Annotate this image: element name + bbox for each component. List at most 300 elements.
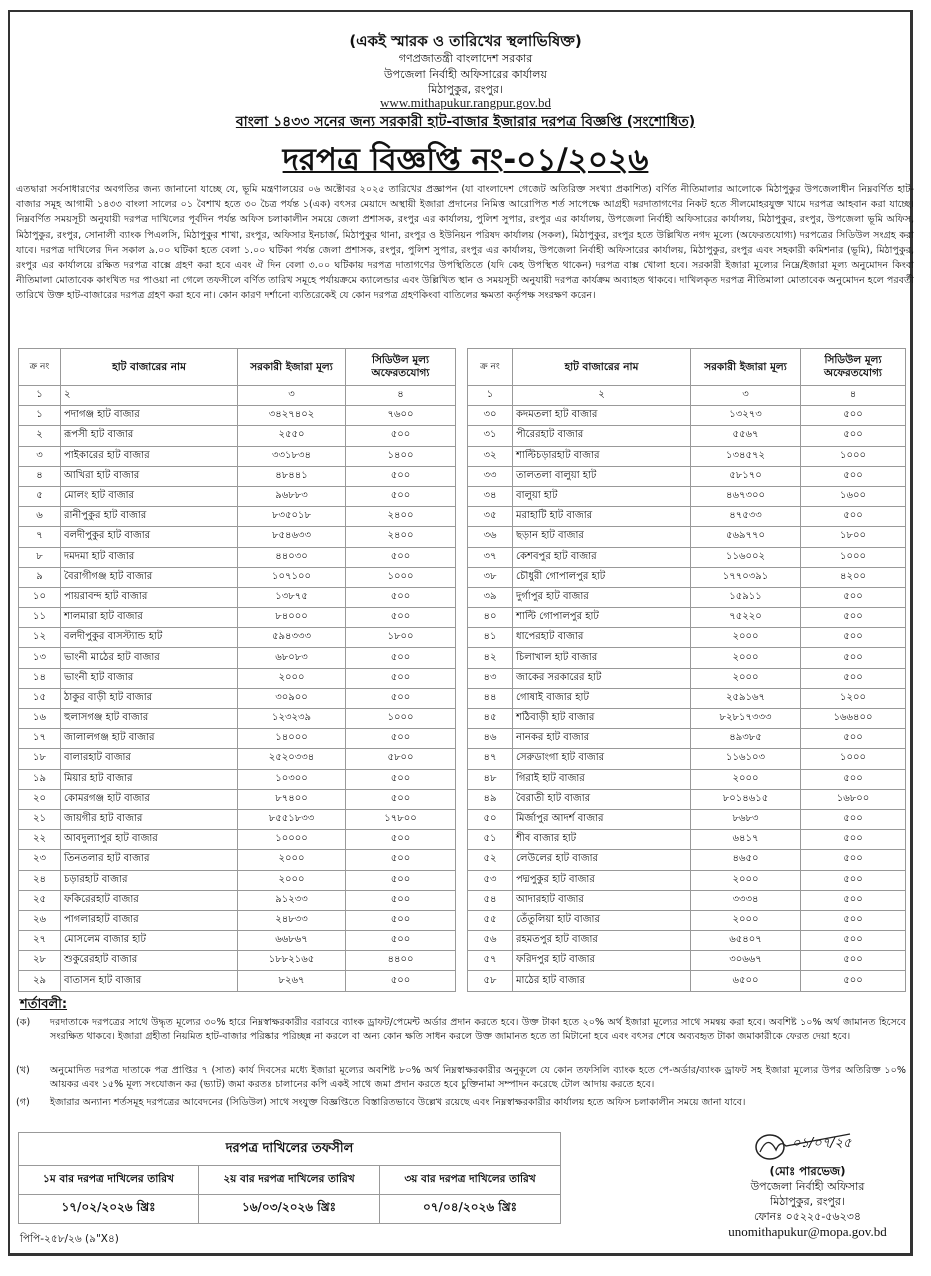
schedule-price-cell: ১২০০ bbox=[801, 688, 906, 708]
lease-value-cell: ৬৫০০ bbox=[691, 971, 801, 991]
serial-cell: ৩৮ bbox=[468, 567, 513, 587]
table-row bbox=[468, 850, 906, 870]
serial-cell: ৯ bbox=[19, 567, 61, 587]
schedule-price-cell: ৫০০ bbox=[346, 890, 456, 910]
term-item bbox=[16, 1096, 906, 1110]
schedule-price-cell: ২৪০০ bbox=[346, 507, 456, 527]
signatory-email[interactable]: unomithapukur@mopa.gov.bd bbox=[728, 1224, 887, 1239]
serial-cell: ২৬ bbox=[19, 910, 61, 930]
term-text: দরদাতাকে দরপত্রের সাথে উদ্ধৃত মূল্যের ৩০% হারে নিম্নস্বাক্ষরকারীর বরাবরে ব্যাংক ড্রাফট/পেমেন্ট অর্ডার প্রদান করতে হবে। উক্ত টাকা হতে ২০% অর্থ ইজারা মূল্যের সাথে সমন্বয় করা হবে। অবশিষ্ট ১০% অর্থ জামানত হিসেবে সংরক্ষিত থাকবে। ইজারা গ্রহীতা নিয়মিত হাট-বাজার পরিষ্কার পরিচ্ছন্ন না করলে বা অন্য কোন ক্ষতি সাধন করলে উক্ত জামানত হতে তা মিটানো হবে এবং বৎসর শেষে অব্যবহৃত টাকা জমাকারীকে ফেরত দেয়া হবে। bbox=[50, 1017, 906, 1042]
serial-cell: ৪৭ bbox=[468, 749, 513, 769]
market-name-cell: বলদীপুকুর বাসস্ট্যান্ড হাট bbox=[61, 628, 238, 648]
market-name-cell: মিয়ার হাট বাজার bbox=[61, 769, 238, 789]
market-name-cell: পায়রাবন্দ হাট বাজার bbox=[61, 587, 238, 607]
market-name-cell: কদমতলা হাট বাজার bbox=[513, 406, 691, 426]
table-row bbox=[19, 547, 456, 567]
table-row bbox=[468, 769, 906, 789]
signature bbox=[700, 1130, 915, 1164]
schedule-price-cell: ৫০০ bbox=[801, 769, 906, 789]
market-name-cell: রহমতপুর হাট বাজার bbox=[513, 931, 691, 951]
table-row bbox=[468, 729, 906, 749]
schedule-price-cell: ৫৮০০ bbox=[346, 749, 456, 769]
serial-cell: ৩৩ bbox=[468, 466, 513, 486]
table-row bbox=[468, 406, 906, 426]
table-row bbox=[468, 688, 906, 708]
lease-value-cell: ৮২৮১৭৩৩৩ bbox=[691, 709, 801, 729]
serial-cell: ৪৫ bbox=[468, 709, 513, 729]
lease-value-cell: ৩০৯০০ bbox=[238, 688, 346, 708]
lease-value-cell: ২০০০ bbox=[691, 648, 801, 668]
term-item bbox=[16, 1016, 906, 1044]
serial-cell: ১৭ bbox=[19, 729, 61, 749]
schedule-price-cell: ১৬৮০০ bbox=[801, 789, 906, 809]
market-name-cell: লেউলের হাট বাজার bbox=[513, 850, 691, 870]
column-header: সরকারী ইজারা মূল্য bbox=[238, 349, 346, 386]
table-row bbox=[468, 830, 906, 850]
table-row bbox=[468, 789, 906, 809]
serial-cell: ১৯ bbox=[19, 769, 61, 789]
column-header: সরকারী ইজারা মূল্য bbox=[691, 349, 801, 386]
market-name-cell: আখিরা হাট বাজার bbox=[61, 466, 238, 486]
market-name-cell: নানকর হাট বাজার bbox=[513, 729, 691, 749]
schedule-price-cell: ৪২০০ bbox=[801, 567, 906, 587]
market-name-cell: জাকের সরকারের হাট bbox=[513, 668, 691, 688]
serial-cell: ৪৪ bbox=[468, 688, 513, 708]
lease-value-cell: ২০০০ bbox=[238, 850, 346, 870]
lease-value-cell: ৪৭৫৩৩ bbox=[691, 507, 801, 527]
table-row bbox=[19, 567, 456, 587]
website-link[interactable]: www.mithapukur.rangpur.gov.bd bbox=[380, 95, 551, 110]
lease-value-cell: ৫৮১৭০ bbox=[691, 466, 801, 486]
table-row bbox=[19, 688, 456, 708]
table-row bbox=[19, 789, 456, 809]
table-row bbox=[19, 890, 456, 910]
market-name-cell: ভাংনী মাঠের হাট বাজার bbox=[61, 648, 238, 668]
serial-cell: ৫০ bbox=[468, 809, 513, 829]
lease-value-cell: ২৫৯১৬৭ bbox=[691, 688, 801, 708]
schedule-price-cell: ৫০০ bbox=[346, 608, 456, 628]
office-location: মিঠাপুকুর, রংপুর। bbox=[428, 83, 503, 96]
lease-value-cell: ৮৪০০০ bbox=[238, 608, 346, 628]
schedule-price-cell: ৫০০ bbox=[346, 729, 456, 749]
serial-cell: ১৪ bbox=[19, 668, 61, 688]
schedule-date: ১৬/০৩/২০২৬ খ্রিঃ bbox=[199, 1195, 380, 1224]
market-name-cell: শীব বাজার হাট bbox=[513, 830, 691, 850]
market-name-cell: ভাংনী হাট বাজার bbox=[61, 668, 238, 688]
schedule-price-cell: ৫০০ bbox=[801, 870, 906, 890]
schedule-header: ১ম বার দরপত্র দাখিলের তারিখ bbox=[19, 1166, 199, 1195]
terms-heading: শর্তাবলী: bbox=[20, 997, 68, 1012]
lease-value-cell: ১৭৭০৩৯১ bbox=[691, 567, 801, 587]
serial-cell: ৫৩ bbox=[468, 870, 513, 890]
market-name-cell: বালুয়া হাট bbox=[513, 486, 691, 506]
serial-cell: ৫২ bbox=[468, 850, 513, 870]
schedule-price-cell: ৫০০ bbox=[801, 507, 906, 527]
serial-cell: ১৬ bbox=[19, 709, 61, 729]
schedule-price-cell: ৫০০ bbox=[801, 466, 906, 486]
serial-cell: ৩৯ bbox=[468, 587, 513, 607]
serial-cell: ২ bbox=[19, 426, 61, 446]
market-name-cell: বাতাসন হাট বাজার bbox=[61, 971, 238, 991]
lease-value-cell: ৫৫৬৭ bbox=[691, 426, 801, 446]
schedule-price-cell: ৫০০ bbox=[346, 830, 456, 850]
schedule-date: ০৭/০৪/২০২৬ খ্রিঃ bbox=[380, 1195, 561, 1224]
lease-value-cell: ১২৩২৩৯ bbox=[238, 709, 346, 729]
table-row bbox=[468, 507, 906, 527]
lease-value-cell: ৭৫২২০ bbox=[691, 608, 801, 628]
lease-value-cell: ২০০০ bbox=[691, 910, 801, 930]
table-row bbox=[19, 769, 456, 789]
print-code: পিপি-২৫৮/২৬ (৯"X৪) bbox=[20, 1233, 119, 1245]
table-row bbox=[468, 951, 906, 971]
schedule-price-cell: ৫০০ bbox=[801, 426, 906, 446]
schedule-price-cell: ৫০০ bbox=[801, 951, 906, 971]
lease-value-cell: ২০০০ bbox=[691, 628, 801, 648]
market-name-cell: দুর্গাপুর হাট বাজার bbox=[513, 587, 691, 607]
schedule-price-cell: ৫০০ bbox=[346, 466, 456, 486]
lease-value-cell: ৮২৬৭ bbox=[238, 971, 346, 991]
table-row bbox=[19, 466, 456, 486]
schedule-price-cell: ৫০০ bbox=[346, 587, 456, 607]
serial-cell: ৪২ bbox=[468, 648, 513, 668]
market-name-cell: তালতলা বালুয়া হাট bbox=[513, 466, 691, 486]
government-name: গণপ্রজাতন্ত্রী বাংলাদেশ সরকার bbox=[398, 52, 533, 65]
serial-cell: ৫১ bbox=[468, 830, 513, 850]
table-row bbox=[468, 870, 906, 890]
term-text: ইজারার অন্যান্য শর্তসমূহ দরপত্রের আবেদনের (সিডিউল) সাথে সংযুক্ত বিজ্ঞপ্তিতে বিস্তারিতভাবে উল্লেখ রয়েছে এবং নিম্নস্বাক্ষরকারীর কার্যালয় হতে অফিস চলাকালীন সময়ে জানা যাবে। bbox=[50, 1097, 746, 1108]
serial-cell: ৩৪ bbox=[468, 486, 513, 506]
table-row bbox=[468, 567, 906, 587]
lease-value-cell: ৩৪২৭৪০২ bbox=[238, 406, 346, 426]
table-row bbox=[468, 971, 906, 991]
serial-cell: ৭ bbox=[19, 527, 61, 547]
lease-value-cell: ৪৮৪৪১ bbox=[238, 466, 346, 486]
market-name-cell: মাঠের হাট বাজার bbox=[513, 971, 691, 991]
schedule-price-cell: ৫০০ bbox=[346, 870, 456, 890]
serial-cell: ২৯ bbox=[19, 971, 61, 991]
table-row bbox=[19, 608, 456, 628]
schedule-price-cell: ১৭৮০০ bbox=[346, 809, 456, 829]
lease-value-cell: ১১৬১০৩ bbox=[691, 749, 801, 769]
serial-cell: ৫৮ bbox=[468, 971, 513, 991]
table-row bbox=[19, 809, 456, 829]
market-name-cell: পাগলারহাট বাজার bbox=[61, 910, 238, 930]
column-index: ১ bbox=[19, 386, 61, 406]
schedule-price-cell: ৫০০ bbox=[801, 910, 906, 930]
schedule-price-cell: ১০০০ bbox=[801, 547, 906, 567]
market-name-cell: বৈরাগীগঞ্জ হাট বাজার bbox=[61, 567, 238, 587]
serial-cell: ২৮ bbox=[19, 951, 61, 971]
market-name-cell: ফকিরেরহাট বাজার bbox=[61, 890, 238, 910]
schedule-price-cell: ১০০০ bbox=[346, 709, 456, 729]
term-key: (ক) bbox=[16, 1017, 31, 1028]
market-name-cell: আদারহাট বাজার bbox=[513, 890, 691, 910]
serial-cell: ২০ bbox=[19, 789, 61, 809]
term-text: অনুমোদিত দরপত্র দাতাকে পত্র প্রাপ্তির ৭ (সাত) কার্য দিবসের মধ্যে ইজারা মূল্যের অবশিষ্ট ৮০% অর্থ নিম্নস্বাক্ষরকারীর অনুকূলে যে কোন তফসিলি ব্যাংক হতে পে-অর্ডার/ব্যাংক ড্রাফট সহ ইজারা মূল্যের উপর অতিরিক্ত ১০% আয়কর এবং ১৫% মূল্য সংযোজন কর (ভ্যাট) জমা করতঃ চালানের কপি একই সাথে জমা প্রদান করতে হবে চুক্তিনামা সম্পাদন করেছে টোল আদায় করতে হবে। bbox=[50, 1065, 907, 1090]
lease-value-cell: ৬৬৮৬৭ bbox=[238, 931, 346, 951]
table-row bbox=[19, 426, 456, 446]
column-index: ৩ bbox=[691, 386, 801, 406]
serial-cell: ৩২ bbox=[468, 446, 513, 466]
serial-cell: ৫৭ bbox=[468, 951, 513, 971]
column-index-row bbox=[468, 386, 906, 406]
schedule-price-cell: ৫০০ bbox=[346, 931, 456, 951]
market-name-cell: ধাপেরহাট বাজার bbox=[513, 628, 691, 648]
market-name-cell: বৈরাতী হাট বাজার bbox=[513, 789, 691, 809]
lease-value-cell: ৬৪১৭ bbox=[691, 830, 801, 850]
lease-value-cell: ২০০০ bbox=[238, 870, 346, 890]
schedule-price-cell: ৫০০ bbox=[801, 890, 906, 910]
table-row bbox=[19, 709, 456, 729]
column-header: ক্র নং bbox=[468, 349, 513, 386]
table-row bbox=[468, 628, 906, 648]
notice-title: দরপত্র বিজ্ঞপ্তি নং-০১/২০২৬ bbox=[282, 142, 649, 178]
lease-value-cell: ১০০০০ bbox=[238, 830, 346, 850]
lease-value-cell: ৮৫৪৬৩৩ bbox=[238, 527, 346, 547]
schedule-price-cell: ৫০০ bbox=[346, 426, 456, 446]
table-header-row bbox=[19, 349, 456, 386]
table-row bbox=[19, 850, 456, 870]
lease-value-cell: ১১৬০০২ bbox=[691, 547, 801, 567]
serial-cell: ৪৩ bbox=[468, 668, 513, 688]
term-item bbox=[16, 1064, 906, 1092]
schedule-price-cell: ৫০০ bbox=[346, 910, 456, 930]
market-name-cell: ঠাকুর বাড়ী হাট বাজার bbox=[61, 688, 238, 708]
market-name-cell: জালালগঞ্জ হাট বাজার bbox=[61, 729, 238, 749]
term-key: (খ) bbox=[16, 1065, 30, 1076]
memo-line: (একই স্মারক ও তারিখের স্থলাভিষিক্ত) bbox=[349, 32, 582, 50]
schedule-price-cell: ৫০০ bbox=[346, 850, 456, 870]
serial-cell: ১৮ bbox=[19, 749, 61, 769]
lease-value-cell: ২৫৫০ bbox=[238, 426, 346, 446]
schedule-price-cell: ৫০০ bbox=[346, 769, 456, 789]
market-name-cell: তিনতলার হাট বাজার bbox=[61, 850, 238, 870]
lease-value-cell: ৪৯৩৮৫ bbox=[691, 729, 801, 749]
table-row bbox=[19, 870, 456, 890]
table-row bbox=[19, 648, 456, 668]
table-row bbox=[468, 709, 906, 729]
lease-value-cell: ২০০০ bbox=[238, 668, 346, 688]
lease-value-cell: ৬৮০৮৩ bbox=[238, 648, 346, 668]
table-row bbox=[19, 931, 456, 951]
lease-value-cell: ৯১২৩৩ bbox=[238, 890, 346, 910]
serial-cell: ২২ bbox=[19, 830, 61, 850]
signatory-designation: উপজেলা নির্বাহী অফিসার bbox=[750, 1180, 865, 1193]
table-row bbox=[468, 426, 906, 446]
signatory-phone: ফোনঃ ০৫২২৫-৫৬২৩৪ bbox=[753, 1210, 862, 1223]
schedule-price-cell: ১৬৬৪০০ bbox=[801, 709, 906, 729]
schedule-price-cell: ৫০০ bbox=[801, 587, 906, 607]
lease-value-cell: ১৩৪৫৭২ bbox=[691, 446, 801, 466]
schedule-price-cell: ২৪০০ bbox=[346, 527, 456, 547]
lease-value-cell: ১৩২৭৩ bbox=[691, 406, 801, 426]
market-name-cell: শঠিবাড়ী হাট বাজার bbox=[513, 709, 691, 729]
signatory-name: (মোঃ পারভেজ) bbox=[769, 1164, 846, 1178]
column-header: ক্র নং bbox=[19, 349, 61, 386]
serial-cell: ২৭ bbox=[19, 931, 61, 951]
serial-cell: ৩ bbox=[19, 446, 61, 466]
serial-cell: ১২ bbox=[19, 628, 61, 648]
table-row bbox=[468, 648, 906, 668]
market-name-cell: শুকুরেরহাট বাজার bbox=[61, 951, 238, 971]
table-row bbox=[468, 446, 906, 466]
table-row bbox=[19, 486, 456, 506]
table-row bbox=[19, 910, 456, 930]
schedule-price-cell: ৫০০ bbox=[346, 547, 456, 567]
table-row bbox=[19, 587, 456, 607]
market-name-cell: শাল্টি গোপালপুর হাট bbox=[513, 608, 691, 628]
table-row bbox=[19, 507, 456, 527]
serial-cell: ৬ bbox=[19, 507, 61, 527]
lease-value-cell: ৪৬৫০ bbox=[691, 850, 801, 870]
lease-value-cell: ৫৬৯৭৭০ bbox=[691, 527, 801, 547]
serial-cell: ৫৪ bbox=[468, 890, 513, 910]
schedule-price-cell: ৫০০ bbox=[801, 668, 906, 688]
lease-value-cell: ৩৩১৮৩৪ bbox=[238, 446, 346, 466]
table-row bbox=[19, 527, 456, 547]
table-row bbox=[468, 749, 906, 769]
serial-cell: ৪১ bbox=[468, 628, 513, 648]
market-name-cell: ছড়ান হাট বাজার bbox=[513, 527, 691, 547]
lease-value-cell: ২০০০ bbox=[691, 870, 801, 890]
lease-value-cell: ৩৩৩৪ bbox=[691, 890, 801, 910]
tender-schedule-table bbox=[18, 1132, 561, 1224]
market-name-cell: চিলাখাল হাট বাজার bbox=[513, 648, 691, 668]
market-name-cell: দমদমা হাট বাজার bbox=[61, 547, 238, 567]
column-header: সিডিউল মূল্য অফেরতযোগ্য bbox=[801, 349, 906, 386]
lease-value-cell: ৪৪০৩০ bbox=[238, 547, 346, 567]
lease-value-cell: ২৪৮৩৩ bbox=[238, 910, 346, 930]
serial-cell: ৫ bbox=[19, 486, 61, 506]
market-name-cell: শালমারা হাট বাজার bbox=[61, 608, 238, 628]
lease-value-cell: ১৪০০০ bbox=[238, 729, 346, 749]
column-header: হাট বাজারের নাম bbox=[513, 349, 691, 386]
schedule-header: ২য় বার দরপত্র দাখিলের তারিখ bbox=[199, 1166, 380, 1195]
intro-paragraph: এতদ্বারা সর্বসাধারণের অবগতির জন্য জানানো যাচ্ছে যে, ভূমি মন্ত্রণালয়ের ০৬ অক্টোবর ২০২৫ তারিখের প্রজ্ঞাপন (যা বাংলাদেশ গেজেট অতিরিক্ত সংখ্যা প্রকাশিত) বর্ণিত নীতিমালার আলোকে মিঠাপুকুর উপজেলাধীন নিম্নবর্ণিত হাট-বাজার সমূহ আগামী ১৪৩৩ বাংলা সালের ০১ বৈশাখ হতে ৩০ চৈত্র পর্যন্ত ১(এক) বৎসর মেয়াদে অস্থায়ী ইজারা প্রদানের নিমিত্ত আরোপিত শর্ত সাপেক্ষে আগ্রহী দরদাতাগণের নিকট হতে সীলমোহরযুক্ত খামে দরপত্র আহবান করা যাচ্ছে। নিম্নবর্ণিত সময়সূচী অনুযায়ী দরপত্র দাখিলের পূর্বদিন পর্যন্ত অফিস চলাকালীন সময়ে জেলা প্রশাসক, রংপুর এর কার্যালয়, পুলিশ সুপার, রংপুর এর কার্যালয়, উপজেলা নির্বাহী অফিসারের কার্যালয়, মিঠাপুকুর, রংপুর, উপজেলা ভূমি অফিস, মিঠাপুকুর, রংপুর, সোনালী ব্যাংক পিএলসি, মিঠাপুকুর শাখা, রংপুর, অফিসার ইনচার্জ, মিঠাপুকুর থানা, রংপুর ও ইউনিয়ন পরিষদ কার্যালয় (সকল), মিঠাপুকুর, রংপুর হতে উল্লিখিত নগদ মূল্যে (অফেরতযোগ্য) দরপত্রের সিডিউল সংগ্রহ করা যাবে। দরপত্র দাখিলের দিন সকাল ৯.০০ ঘটিকা হতে বেলা ১.০০ ঘটিকা পর্যন্ত জেলা প্রশাসক, রংপুর, পুলিশ সুপার, রংপুর এর কার্যালয়, উপজেলা নির্বাহী অফিসারের কার্যালয়, মিঠাপুকুর, রংপুর এবং সহকারী কমিশনার (ভূমি), মিঠাপুকুর, রংপুর এর কার্যালয়ে রক্ষিত দরপত্র বাক্সে গ্রহণ করা হবে এবং ঐ দিন বেলা ৩.০০ ঘটিকায় দরপত্র দাতাগণের উপস্থিতিতে (যদি কেহ উপস্থিত থাকেন) দরপত্র বাক্স খোলা হবে। সরকারী ইজারা মূল্যের নিম্নে/ইজারা মূল্য অনুমোদন কিংবা নীতিমালা মোতাবেক কাংখিত দর পাওয়া না গেলে তফসীলে বর্ণিত তারিখ সমূহে পর্যায়ক্রমে ক্যালেন্ডার এবং উল্লিখিত স্থান ও সময়সূচী অনুযায়ী দরপত্র কার্যক্রম অব্যাহত থাকবে। দাখিলকৃত দরপত্র নীতিমালা মোতাবেক অনুমোদন হলে পরবর্তী তারিখে উক্ত হাট-বাজারের দরপত্র গ্রহণ করা হবে না। কোন কারণ দর্শানো ব্যতিরেকেই যে কোন দরপত্র গ্রহণকিংবা বাতিলের ক্ষমতা কর্তৃপক্ষ সংরক্ষণ করেন। bbox=[16, 184, 914, 302]
lease-value-cell: ১৩৮৭৫ bbox=[238, 587, 346, 607]
serial-cell: ৪ bbox=[19, 466, 61, 486]
table-row bbox=[19, 628, 456, 648]
serial-cell: ৩১ bbox=[468, 426, 513, 446]
lease-value-cell: ২০০০ bbox=[691, 668, 801, 688]
market-table-right bbox=[467, 348, 906, 992]
serial-cell: ২৪ bbox=[19, 870, 61, 890]
serial-cell: ২৩ bbox=[19, 850, 61, 870]
serial-cell: ২৫ bbox=[19, 890, 61, 910]
lease-value-cell: ৫৯৪৩৩৩ bbox=[238, 628, 346, 648]
lease-value-cell: ৮৭৪০০ bbox=[238, 789, 346, 809]
schedule-price-cell: ১০০০ bbox=[801, 446, 906, 466]
market-table-left bbox=[18, 348, 456, 992]
market-name-cell: রানীপুকুর হাট বাজার bbox=[61, 507, 238, 527]
column-index: ১ bbox=[468, 386, 513, 406]
serial-cell: ১৩ bbox=[19, 648, 61, 668]
table-row bbox=[468, 809, 906, 829]
market-name-cell: হুলাসগঞ্জ হাট বাজার bbox=[61, 709, 238, 729]
market-name-cell: বলদীপুকুর হাট বাজার bbox=[61, 527, 238, 547]
table-row bbox=[19, 406, 456, 426]
market-name-cell: কেশবপুর হাট বাজার bbox=[513, 547, 691, 567]
serial-cell: ৫৫ bbox=[468, 910, 513, 930]
schedule-date: ১৭/০২/২০২৬ খ্রিঃ bbox=[19, 1195, 199, 1224]
term-key: (গ) bbox=[16, 1097, 30, 1108]
lease-value-cell: ১০৭১০০ bbox=[238, 567, 346, 587]
table-row bbox=[19, 729, 456, 749]
serial-cell: ৩৬ bbox=[468, 527, 513, 547]
market-name-cell: বালারহাট বাজার bbox=[61, 749, 238, 769]
table-row bbox=[19, 971, 456, 991]
column-index: ৩ bbox=[238, 386, 346, 406]
serial-cell: ৮ bbox=[19, 547, 61, 567]
schedule-price-cell: ৫০০ bbox=[801, 971, 906, 991]
market-name-cell: মরাহাটি হাট বাজার bbox=[513, 507, 691, 527]
serial-cell: ৪৬ bbox=[468, 729, 513, 749]
serial-cell: ৩৫ bbox=[468, 507, 513, 527]
lease-value-cell: ৯৬৮৮৩ bbox=[238, 486, 346, 506]
signatory-location: মিঠাপুকুর, রংপুর। bbox=[770, 1195, 845, 1208]
market-name-cell: কোমরগঞ্জ হাট বাজার bbox=[61, 789, 238, 809]
serial-cell: ১ bbox=[19, 406, 61, 426]
table-row bbox=[468, 668, 906, 688]
lease-value-cell: ১৫৯১১ bbox=[691, 587, 801, 607]
schedule-price-cell: ৪৪০০ bbox=[346, 951, 456, 971]
serial-cell: ১১ bbox=[19, 608, 61, 628]
table-row bbox=[19, 446, 456, 466]
market-name-cell: ফরিদপুর হাট বাজার bbox=[513, 951, 691, 971]
serial-cell: ১০ bbox=[19, 587, 61, 607]
table-row bbox=[19, 830, 456, 850]
column-index: ৪ bbox=[346, 386, 456, 406]
market-name-cell: গোষাই বাজার হাট bbox=[513, 688, 691, 708]
table-row bbox=[468, 890, 906, 910]
serial-cell: ৪০ bbox=[468, 608, 513, 628]
lease-value-cell: ২৫২০৩৩৪ bbox=[238, 749, 346, 769]
schedule-price-cell: ৫০০ bbox=[346, 668, 456, 688]
market-name-cell: মোসলেম বাজার হাট bbox=[61, 931, 238, 951]
schedule-title: দরপত্র দাখিলের তফসীল bbox=[19, 1133, 561, 1166]
market-name-cell: পদাগঞ্জ হাট বাজার bbox=[61, 406, 238, 426]
column-index: ৪ bbox=[801, 386, 906, 406]
schedule-price-cell: ৫০০ bbox=[801, 648, 906, 668]
schedule-price-cell: ৫০০ bbox=[801, 809, 906, 829]
market-name-cell: চড়ারহাট বাজার bbox=[61, 870, 238, 890]
column-index-row bbox=[19, 386, 456, 406]
schedule-price-cell: ৫০০ bbox=[801, 931, 906, 951]
table-row bbox=[468, 486, 906, 506]
column-index: ২ bbox=[61, 386, 238, 406]
schedule-price-cell: ১৮০০ bbox=[346, 628, 456, 648]
schedule-price-cell: ৫০০ bbox=[346, 648, 456, 668]
table-row bbox=[468, 587, 906, 607]
table-row bbox=[19, 951, 456, 971]
serial-cell: ৫৬ bbox=[468, 931, 513, 951]
market-name-cell: মির্জাপুর আদর্শ বাজার bbox=[513, 809, 691, 829]
schedule-price-cell: ৫০০ bbox=[801, 830, 906, 850]
notice-subtitle: বাংলা ১৪৩৩ সনের জন্য সরকারী হাট-বাজার ইজারার দরপত্র বিজ্ঞপ্তি (সংশোধিত) bbox=[235, 114, 696, 130]
schedule-price-cell: ১৪০০ bbox=[346, 446, 456, 466]
schedule-price-cell: ৫০০ bbox=[801, 850, 906, 870]
market-name-cell: মোলং হাট বাজার bbox=[61, 486, 238, 506]
lease-value-cell: ৪৬৭৩০০ bbox=[691, 486, 801, 506]
serial-cell: ৪৯ bbox=[468, 789, 513, 809]
schedule-price-cell: ৫০০ bbox=[346, 486, 456, 506]
market-name-cell: আবদুল্যাপুর হাট বাজার bbox=[61, 830, 238, 850]
market-name-cell: চৌধুরী গোপালপুর হাট bbox=[513, 567, 691, 587]
table-row bbox=[468, 608, 906, 628]
serial-cell: ৩০ bbox=[468, 406, 513, 426]
schedule-header: ৩য় বার দরপত্র দাখিলের তারিখ bbox=[380, 1166, 561, 1195]
schedule-price-cell: ১০০০ bbox=[801, 749, 906, 769]
